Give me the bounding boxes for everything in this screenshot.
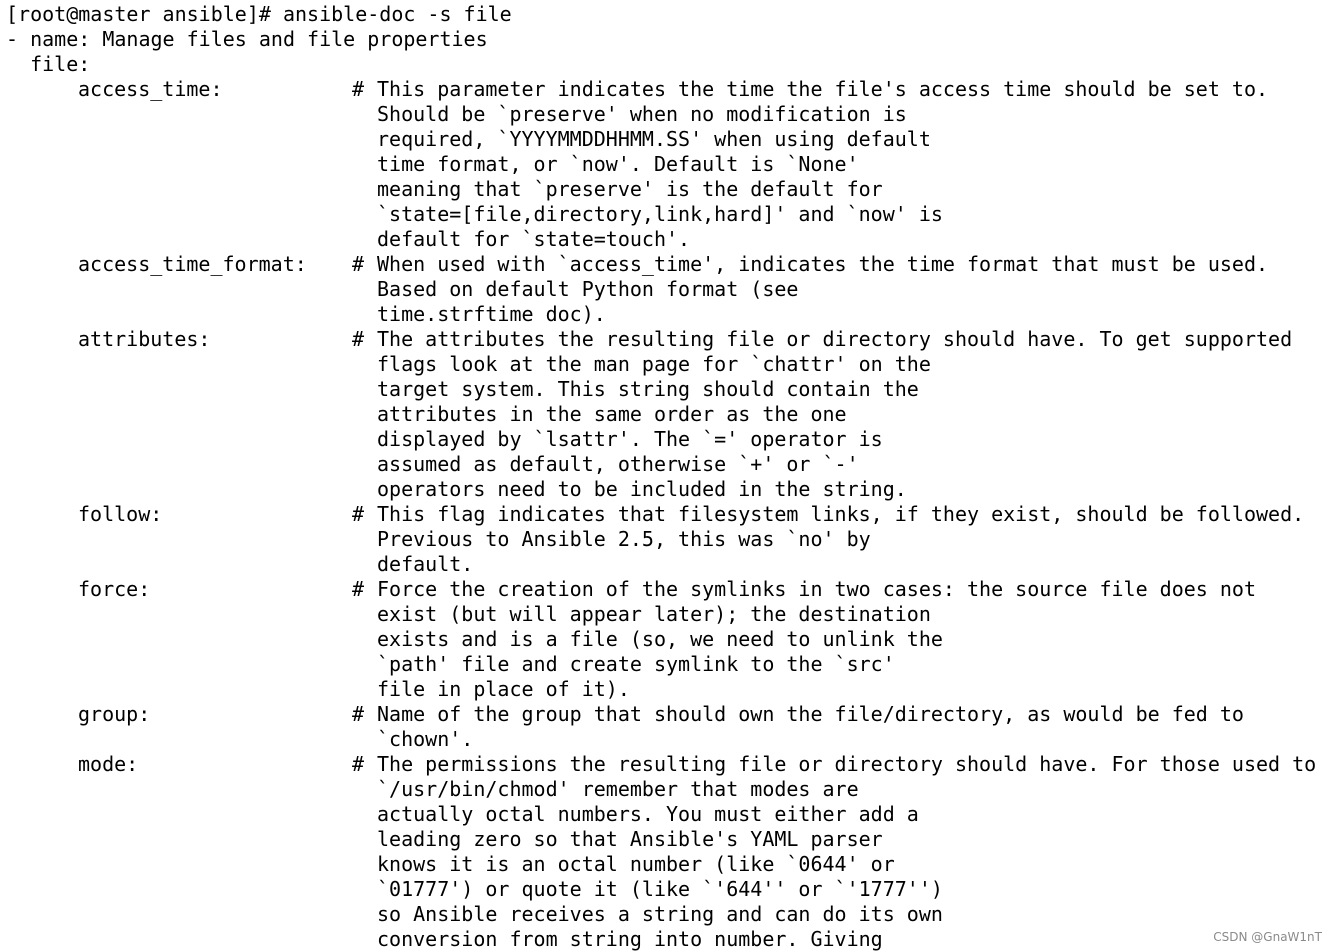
param-name: attributes:	[78, 327, 211, 351]
description-line: The attributes the resulting file or directory should have. To get supported	[377, 327, 1293, 351]
comment-hash: #	[352, 252, 365, 276]
description-line: assumed as default, otherwise `+' or `-'	[377, 452, 859, 476]
description-line: knows it is an octal number (like `0644' or	[377, 852, 895, 876]
description-line: target system. This string should contain the	[377, 377, 919, 401]
description-line: default.	[377, 552, 474, 576]
param-description	[377, 702, 1332, 752]
description-line: leading zero so that Ansible's YAML parser	[377, 827, 883, 851]
description-line: This parameter indicates the time the file's access time should be set to.	[377, 77, 1269, 101]
param-description	[377, 502, 1332, 577]
param-block	[6, 752, 1332, 951]
description-line: Force the creation of the symlinks in two cases: the source file does not	[377, 577, 1256, 601]
description-line: meaning that `preserve' is the default for	[377, 177, 883, 201]
description-line: attributes in the same order as the one	[377, 402, 847, 426]
description-line: Should be `preserve' when no modification is	[377, 102, 907, 126]
comment-hash: #	[352, 502, 365, 526]
description-line: `01777') or quote it (like `'644'' or `'1777'')	[377, 877, 943, 901]
description-line: `/usr/bin/chmod' remember that modes are	[377, 777, 859, 801]
terminal-output[interactable]	[6, 2, 1332, 951]
comment-hash: #	[352, 702, 365, 726]
param-description	[377, 577, 1332, 702]
param-description	[377, 752, 1332, 951]
description-line: default for `state=touch'.	[377, 227, 691, 251]
param-description	[377, 252, 1332, 327]
description-line: file in place of it).	[377, 677, 630, 701]
watermark: CSDN @GnaW1nT	[1213, 930, 1322, 944]
param-name: access_time:	[78, 77, 223, 101]
description-line: time format, or `now'. Default is `None'	[377, 152, 859, 176]
comment-hash: #	[352, 77, 365, 101]
param-description	[377, 327, 1332, 502]
description-line: `state=[file,directory,link,hard]' and `now' is	[377, 202, 943, 226]
command-prompt-line: [root@master ansible]# ansible-doc -s file	[6, 2, 512, 26]
description-line: exists and is a file (so, we need to unlink the	[377, 627, 943, 651]
description-line: Name of the group that should own the file/directory, as would be fed to	[377, 702, 1244, 726]
description-line: operators need to be included in the string.	[377, 477, 907, 501]
description-line: When used with `access_time', indicates the time format that must be used.	[377, 252, 1269, 276]
param-name: access_time_format:	[78, 252, 307, 276]
param-block	[6, 77, 1332, 252]
comment-hash: #	[352, 327, 365, 351]
description-line: The permissions the resulting file or directory should have. For those used to	[377, 752, 1317, 776]
description-line: Based on default Python format (see	[377, 277, 799, 301]
param-block	[6, 577, 1332, 702]
description-line: exist (but will appear later); the destination	[377, 602, 931, 626]
param-name: group:	[78, 702, 151, 726]
description-line: required, `YYYYMMDDHHMM.SS' when using default	[377, 127, 931, 151]
description-line: Previous to Ansible 2.5, this was `no' by	[377, 527, 871, 551]
param-block	[6, 252, 1332, 327]
param-description	[377, 77, 1332, 252]
description-line: `chown'.	[377, 727, 474, 751]
module-name-line: file:	[6, 52, 91, 76]
description-line: `path' file and create symlink to the `src'	[377, 652, 895, 676]
param-block	[6, 502, 1332, 577]
description-line: flags look at the man page for `chattr' on the	[377, 352, 931, 376]
comment-hash: #	[352, 577, 365, 601]
param-name: force:	[78, 577, 151, 601]
description-line: This flag indicates that filesystem links, if they exist, should be followed.	[377, 502, 1305, 526]
param-name: follow:	[78, 502, 163, 526]
param-block	[6, 702, 1332, 752]
description-line: actually octal numbers. You must either add a	[377, 802, 919, 826]
comment-hash: #	[352, 752, 365, 776]
param-block	[6, 327, 1332, 502]
description-line: time.strftime doc).	[377, 302, 606, 326]
param-name: mode:	[78, 752, 139, 776]
task-name-line: - name: Manage files and file properties	[6, 27, 488, 51]
description-line: displayed by `lsattr'. The `=' operator is	[377, 427, 883, 451]
description-line: conversion from string into number. Giving	[377, 927, 883, 951]
description-line: so Ansible receives a string and can do its own	[377, 902, 943, 926]
parameter-list	[6, 77, 1332, 951]
